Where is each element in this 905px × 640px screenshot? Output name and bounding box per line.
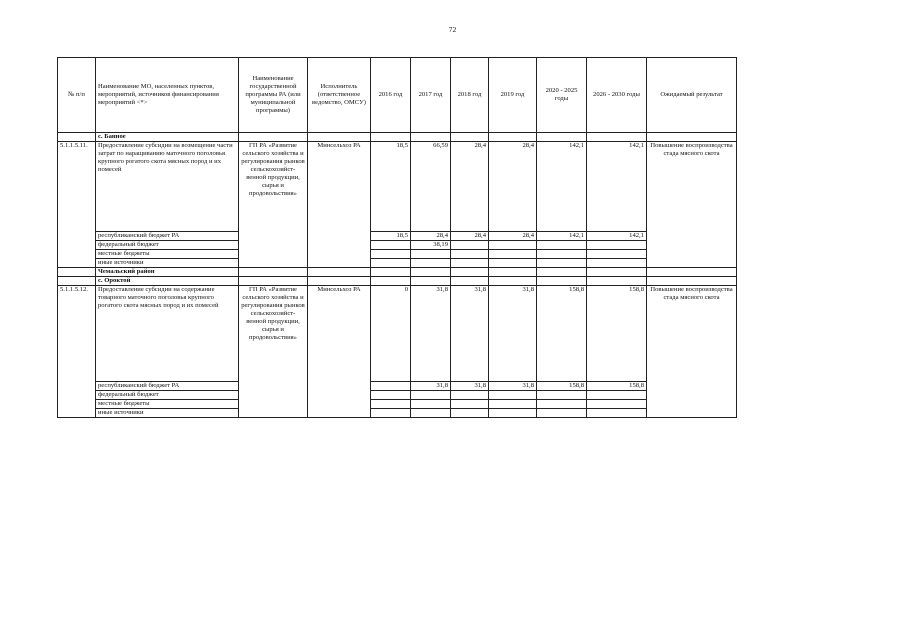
source-value	[537, 409, 587, 418]
source-label: местные бюджеты	[96, 250, 239, 259]
item-value-2026-2030: 158,8	[587, 286, 647, 382]
source-value	[489, 241, 537, 250]
source-value: 28,4	[411, 232, 451, 241]
financing-table	[57, 57, 737, 418]
header-program: Наименование государственной программы РА (или муниципальной программы)	[239, 58, 308, 133]
header-2020-2025: 2020 - 2025 годы	[537, 58, 587, 133]
item-value-2018: 28,4	[451, 142, 489, 232]
source-value	[411, 391, 451, 400]
source-value	[587, 409, 647, 418]
source-label: федеральный бюджет	[96, 241, 239, 250]
source-row	[58, 391, 737, 400]
source-value	[411, 259, 451, 268]
item-result: Повышение воспроизводства стада мясного скота	[647, 286, 737, 418]
header-2018: 2018 год	[451, 58, 489, 133]
source-value	[371, 409, 411, 418]
source-value	[451, 391, 489, 400]
source-label: федеральный бюджет	[96, 391, 239, 400]
source-value	[537, 400, 587, 409]
item-executor: Минсельхоз РА	[308, 286, 371, 418]
source-row	[58, 250, 737, 259]
item-value-2016: 18,5	[371, 142, 411, 232]
header-2017: 2017 год	[411, 58, 451, 133]
source-value	[451, 241, 489, 250]
source-value	[587, 391, 647, 400]
item-value-2017: 31,8	[411, 286, 451, 382]
header-2026-2030: 2026 - 2030 годы	[587, 58, 647, 133]
source-value: 142,1	[587, 232, 647, 241]
source-value	[489, 391, 537, 400]
source-value	[411, 409, 451, 418]
source-value	[371, 250, 411, 259]
header-result: Ожидаемый результат	[647, 58, 737, 133]
source-value	[371, 400, 411, 409]
source-value	[489, 250, 537, 259]
source-value	[371, 241, 411, 250]
source-value	[451, 250, 489, 259]
source-value	[489, 400, 537, 409]
source-value	[587, 250, 647, 259]
location-row	[58, 277, 737, 286]
source-row	[58, 241, 737, 250]
item-value-2017: 66,59	[411, 142, 451, 232]
source-value	[411, 250, 451, 259]
item-value-2019: 31,8	[489, 286, 537, 382]
source-value	[371, 382, 411, 391]
source-value: 28,4	[451, 232, 489, 241]
source-value	[587, 400, 647, 409]
header-2019: 2019 год	[489, 58, 537, 133]
item-num: 5.1.1.5.12.	[58, 286, 96, 418]
source-row	[58, 382, 737, 391]
source-value	[587, 241, 647, 250]
item-value-2026-2030: 142,1	[587, 142, 647, 232]
header-2016: 2016 год	[371, 58, 411, 133]
item-value-2016: 0	[371, 286, 411, 382]
source-value	[537, 259, 587, 268]
item-row	[58, 286, 737, 382]
source-value: 31,8	[489, 382, 537, 391]
source-row	[58, 409, 737, 418]
item-name: Предоставление субсидии на содержание товарного маточного поголовья крупного рогатого скота мясных пород и их помесей	[96, 286, 239, 382]
source-row	[58, 259, 737, 268]
source-value	[489, 259, 537, 268]
page-number: 72	[448, 25, 457, 34]
source-value	[537, 241, 587, 250]
item-num: 5.1.1.5.11.	[58, 142, 96, 268]
source-value	[371, 259, 411, 268]
location-name: с. Ороктой	[96, 277, 239, 286]
item-value-2019: 28,4	[489, 142, 537, 232]
source-value: 31,8	[451, 382, 489, 391]
item-value-2020-2025: 142,1	[537, 142, 587, 232]
item-program: ГП РА «Развитие сельского хозяйства и регулирования рынков сельскохозяйст-венной продукции, сырья и продовольствия»	[239, 142, 308, 268]
source-value	[451, 400, 489, 409]
source-value	[451, 259, 489, 268]
source-row	[58, 400, 737, 409]
source-value	[537, 250, 587, 259]
district-row	[58, 268, 737, 277]
source-value: 31,8	[411, 382, 451, 391]
item-result: Повышение воспроизводства стада мясного скота	[647, 142, 737, 268]
header-row	[58, 58, 737, 133]
item-program: ГП РА «Развитие сельского хозяйства и регулирования рынков сельскохозяйст-венной продукции, сырья и продовольствия»	[239, 286, 308, 418]
source-value	[537, 391, 587, 400]
header-name: Наименование МО, населенных пунктов, мероприятий, источников финансирования мероприятий <*>	[96, 58, 239, 133]
source-label: республиканский бюджет РА	[96, 382, 239, 391]
source-value: 38,19	[411, 241, 451, 250]
item-name: Предоставление субсидии на возмещение части затрат по наращиванию маточного поголовья крупного рогатого скота мясных пород и их помесей	[96, 142, 239, 232]
item-row	[58, 142, 737, 232]
source-value	[411, 400, 451, 409]
source-label: иные источники	[96, 409, 239, 418]
source-value	[587, 259, 647, 268]
item-value-2018: 31,8	[451, 286, 489, 382]
source-label: республиканский бюджет РА	[96, 232, 239, 241]
source-label: местные бюджеты	[96, 400, 239, 409]
header-executor: Исполнитель (ответственное ведомство, ОМСУ)	[308, 58, 371, 133]
source-label: иные источники	[96, 259, 239, 268]
location-row	[58, 133, 737, 142]
item-value-2020-2025: 158,8	[537, 286, 587, 382]
source-value: 18,5	[371, 232, 411, 241]
location-name: с. Банное	[96, 133, 239, 142]
source-row	[58, 232, 737, 241]
source-value	[371, 391, 411, 400]
source-value: 142,1	[537, 232, 587, 241]
source-value	[451, 409, 489, 418]
header-num: № п/п	[58, 58, 96, 133]
source-value	[489, 409, 537, 418]
district-name: Чемальский район	[96, 268, 239, 277]
item-executor: Минсельхоз РА	[308, 142, 371, 268]
source-value: 28,4	[489, 232, 537, 241]
source-value: 158,8	[537, 382, 587, 391]
source-value: 158,8	[587, 382, 647, 391]
